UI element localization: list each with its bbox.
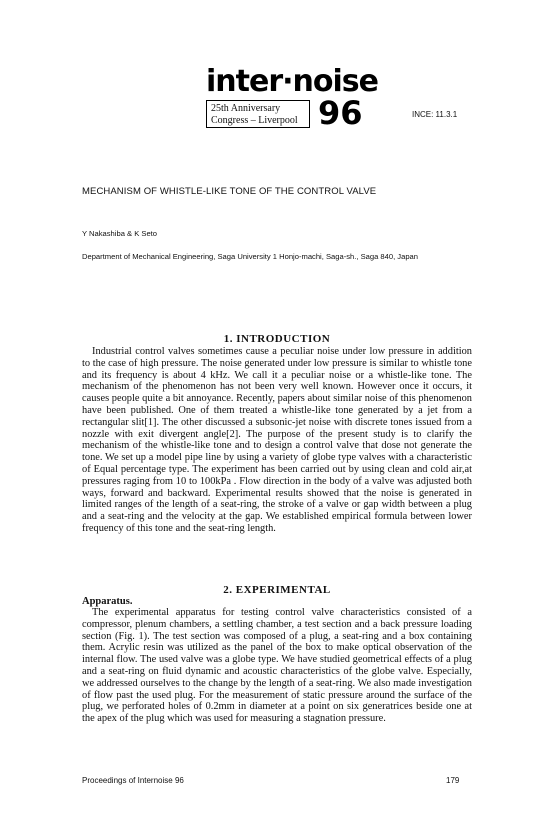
apparatus-heading: Apparatus. <box>82 596 133 607</box>
intro-heading: 1. INTRODUCTION <box>223 333 331 345</box>
intro-paragraph: Industrial control valves sometimes cause a peculiar noise under low pressure in addition to the case of high pressure. The noise generated under low pressure is similar to whistle tone and its frequency is about 4 kHz. We call it a peculiar noise or a whistle-like tone. The mechanism of the phenomenon has not been very well known. However once it occurs, it causes people quite a bit annoyance. Recently, papers about similar noise of this phenomenon have been published. One of them treated a whistle-like tone generated by a jet from a rectangular slit[1]. The other discussed a subsonic-jet noise with discrete tones issued from a nozzle with exit divergent angle[2]. The purpose of the present study is to clarify the mechanism of the whistle-like tone and to design a control valve that dose not generate the tone. We set up a model pipe line by using a variety of globe type valves with a characteristic of Equal percentage type. The experiment has been carried out by using clean and cold air,at pressures raging from 10 to 100kPa . Flow direction in the body of a valve was adjusted both ways, forward and backward. Experimental results showed that the noise is generated in limited ranges of the length of a seat-ring, the stroke of a valve or gap width between a plug and a seat-ring and the velocity at the gap. We established empirical formula between lower frequency of this tone and the seat-ring length. <box>82 346 472 534</box>
ince-code: INCE: 11.3.1 <box>412 110 458 119</box>
logo-anniversary-box <box>206 100 310 128</box>
logo-wordmark: inter·noise <box>206 64 378 99</box>
logo-year: 96 <box>318 94 363 132</box>
logo-line-1: 25th Anniversary <box>211 103 281 114</box>
experimental-heading: 2. EXPERIMENTAL <box>223 584 331 596</box>
logo-line-2: Congress – Liverpool <box>211 115 298 126</box>
intro-body <box>82 346 472 535</box>
paper-title: MECHANISM OF WHISTLE-LIKE TONE OF THE CONTROL VALVE <box>82 186 377 197</box>
paper-authors: Y Nakashiba & K Seto <box>82 229 157 238</box>
apparatus-paragraph: The experimental apparatus for testing control valve characteristics consisted of a compressor, plenum chambers, a settling chamber, a test section and a back pressure loading section (Fig. 1). The test section was composed of a plug, a seat-ring and a box containing them. Acrylic resin was utilized as the panel of the box to make optical observation of the internal flow. The used valve was a globe type. We have studied geometrical effects of a plug and a seat-ring on fluid dynamic and acoustic characteristics of the globe valve. Especially, we addressed ourselves to the change by the length of a seat-ring. We also made investigation of flow past the used plug. For the measurement of static pressure around the surface of the plug, we perforated holes of 0.2mm in diameter at a point on six generatrices beside one at the apex of the plug which was used for measuring a stagnation pressure. <box>82 607 472 725</box>
footer-proceedings: Proceedings of Internoise 96 <box>82 776 184 785</box>
apparatus-body <box>82 607 472 725</box>
page-number: 179 <box>446 776 460 785</box>
paper-affiliation: Department of Mechanical Engineering, Saga University 1 Honjo-machi, Saga-sh., Saga 840, Japan <box>82 252 419 261</box>
